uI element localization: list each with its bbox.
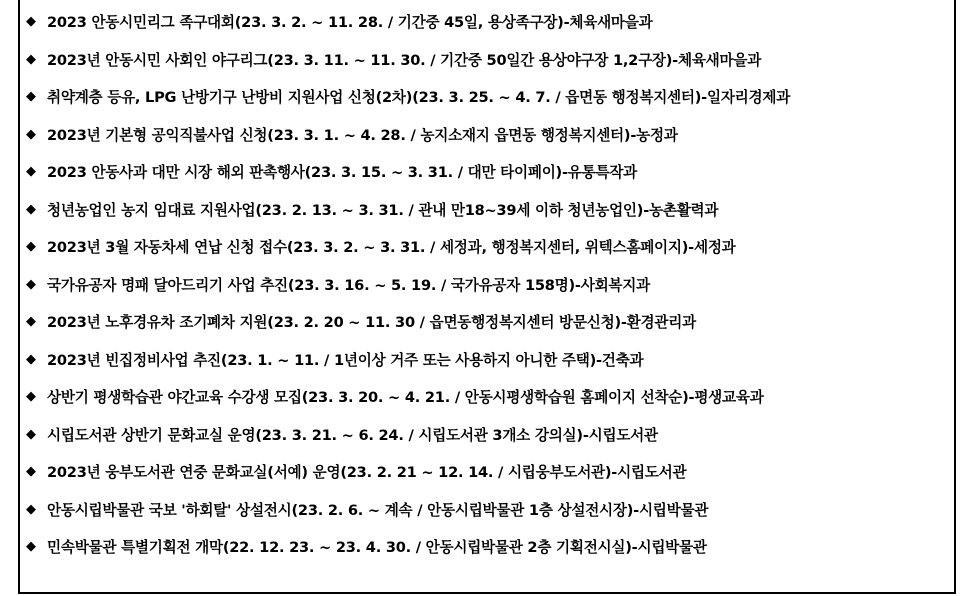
diamond-bullet-icon: ◆ — [26, 239, 36, 255]
diamond-bullet-icon: ◆ — [26, 539, 36, 555]
diamond-bullet-icon: ◆ — [26, 314, 36, 330]
diamond-bullet-icon: ◆ — [26, 501, 36, 517]
diamond-bullet-icon: ◆ — [26, 201, 36, 217]
notice-item — [26, 153, 954, 191]
notice-text: 상반기 평생학습관 야간교육 수강생 모집(23. 3. 20. ~ 4. 21. / 안동시평생학습원 홈페이지 선착순)-평생교육과 — [47, 389, 764, 407]
diamond-bullet-icon: ◆ — [26, 126, 36, 142]
notice-item — [26, 416, 954, 454]
notice-list — [26, 3, 954, 566]
notice-item — [26, 491, 954, 529]
notice-text: 2023년 노후경유차 조기폐차 지원(23. 2. 20 ~ 11. 30 / 읍면동행정복지센터 방문신청)-환경관리과 — [47, 314, 696, 332]
notice-text: 시립도서관 상반기 문화교실 운영(23. 3. 21. ~ 6. 24. / 시립도서관 3개소 강의실)-시립도서관 — [47, 426, 658, 444]
notice-text: 국가유공자 명패 달아드리기 사업 추진(23. 3. 16. ~ 5. 19. / 국가유공자 158명)-사회복지과 — [47, 276, 650, 294]
notice-text: 안동시립박물관 국보 '하회탈' 상설전시(23. 2. 6. ~ 계속 / 안동시립박물관 1층 상설전시장)-시립박물관 — [47, 501, 709, 519]
notice-item — [26, 41, 954, 79]
notice-text: 2023년 안동시민 사회인 야구리그(23. 3. 11. ~ 11. 30. / 기간중 50일간 용상야구장 1,2구장)-체육새마을과 — [47, 51, 762, 69]
diamond-bullet-icon: ◆ — [26, 164, 36, 180]
notice-frame — [18, 0, 956, 594]
notice-text: 청년농업인 농지 임대료 지원사업(23. 2. 13. ~ 3. 31. / 관내 만18~39세 이하 청년농업인)-농촌활력과 — [47, 201, 719, 219]
diamond-bullet-icon: ◆ — [26, 51, 36, 67]
diamond-bullet-icon: ◆ — [26, 464, 36, 480]
notice-text: 2023년 3월 자동차세 연납 신청 접수(23. 3. 2. ~ 3. 31. / 세정과, 행정복지센터, 위텍스홈페이지)-세정과 — [47, 239, 736, 257]
notice-text: 2023년 빈집정비사업 추진(23. 1. ~ 11. / 1년이상 거주 또는 사용하지 아니한 주택)-건축과 — [47, 351, 644, 369]
notice-text: 민속박물관 특별기획전 개막(22. 12. 23. ~ 23. 4. 30. / 안동시립박물관 2층 기획전시실)-시립박물관 — [47, 539, 707, 557]
diamond-bullet-icon: ◆ — [26, 276, 36, 292]
diamond-bullet-icon: ◆ — [26, 426, 36, 442]
notice-item — [26, 341, 954, 379]
notice-text: 2023 안동사과 대만 시장 해외 판촉행사(23. 3. 15. ~ 3. 31. / 대만 타이페이)-유통특작과 — [47, 164, 638, 182]
notice-item — [26, 528, 954, 566]
notice-text: 2023년 기본형 공익직불사업 신청(23. 3. 1. ~ 4. 28. / 농지소재지 읍면동 행정복지센터)-농정과 — [47, 126, 678, 144]
notice-text: 2023년 웅부도서관 연중 문화교실(서예) 운영(23. 2. 21 ~ 12. 14. / 시립웅부도서관)-시립도서관 — [47, 464, 687, 482]
notice-text: 취약계층 등유, LPG 난방기구 난방비 지원사업 신청(2차)(23. 3. 25. ~ 4. 7. / 읍면동 행정복지센터)-일자리경제과 — [47, 89, 791, 107]
diamond-bullet-icon: ◆ — [26, 389, 36, 405]
notice-item — [26, 78, 954, 116]
notice-text: 2023 안동시민리그 족구대회(23. 3. 2. ~ 11. 28. / 기간중 45일, 용상족구장)-체육새마을과 — [47, 14, 653, 32]
notice-item — [26, 266, 954, 304]
notice-item — [26, 303, 954, 341]
notice-item — [26, 453, 954, 491]
notice-item — [26, 3, 954, 41]
diamond-bullet-icon: ◆ — [26, 89, 36, 105]
notice-item — [26, 378, 954, 416]
notice-item — [26, 116, 954, 154]
notice-item — [26, 191, 954, 229]
notice-item — [26, 228, 954, 266]
diamond-bullet-icon: ◆ — [26, 14, 36, 30]
diamond-bullet-icon: ◆ — [26, 351, 36, 367]
